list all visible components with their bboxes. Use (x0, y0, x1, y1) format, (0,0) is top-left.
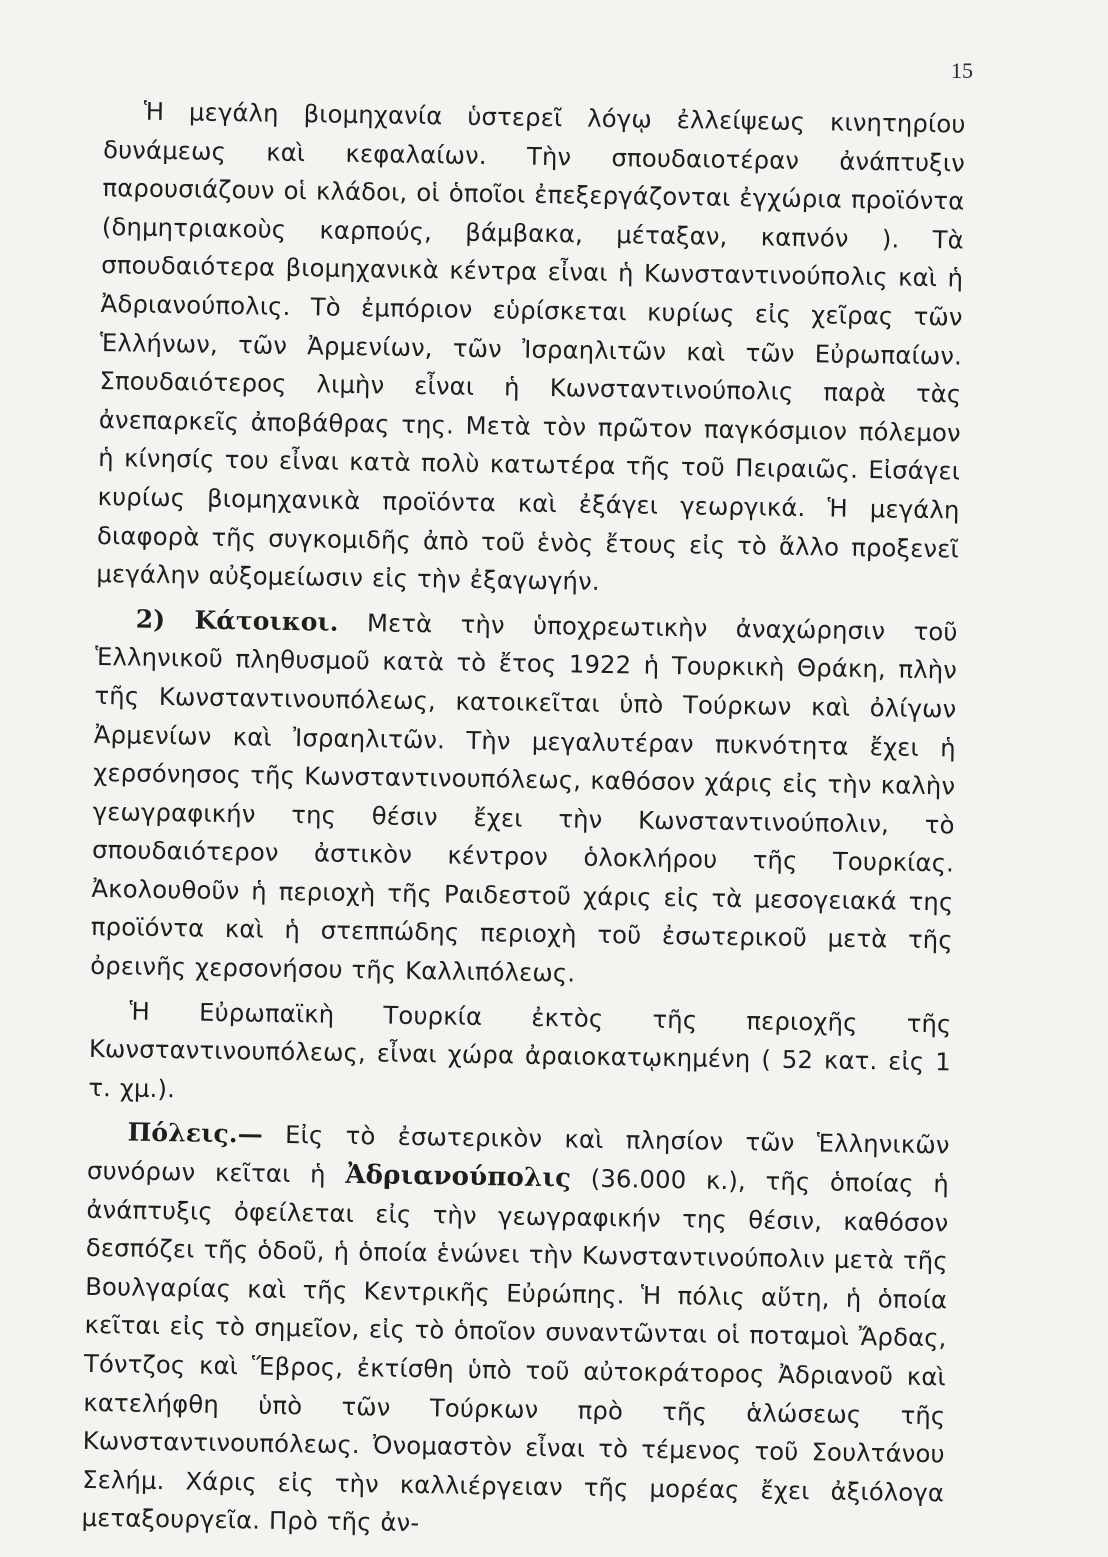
paragraph-inhabitants (90, 600, 958, 999)
section-heading-cities: Πόλεις.— (127, 1117, 264, 1150)
paragraph-cities (81, 1113, 950, 1551)
body-text (81, 92, 966, 1557)
paragraph-cities-text-a: Εἰς τὸ ἐσωτερικὸν καὶ πλησίον τῶν Ἑλληνικῶν συνόρων κεῖται ἡ (86, 1120, 950, 1189)
paragraph-cities-text-b: (36.000 κ.), τῆς ὁποίας ἡ ἀνάπτυξις ὀφείλεται εἰς τὴν γεωγραφικήν της θέσιν, καθόσον δεσπόζει τῆς ὁδοῦ, ἡ ὁποία ἑνώνει τὴν Κωνσταντινούπολιν μετὰ τῆς Βουλγαρίας καὶ τῆς Κεντρικῆς Εὐρώπης. Ἡ πόλις αὕτη, ἡ ὁποία κεῖται εἰς τὸ σημεῖον, εἰς τὸ ὁποῖον συναντῶνται οἱ ποταμοὶ Ἄρδας, Τόντζος καὶ Ἕβρος, ἐκτίσθη ὑπὸ τοῦ αὐτοκράτορος Ἀδριανοῦ καὶ κατελήφθη ὑπὸ τῶν Τούρκων πρὸ τῆς ἁλώσεως τῆς Κωνσταντινουπόλεως. Ὀνομαστὸν εἶναι τὸ τέμενος τοῦ Σουλτάνου Σελήμ. Χάρις εἰς τὴν καλλιέργειαν τῆς μορέας ἔχει ἀξιόλογα μεταξουργεῖα. Πρὸ τῆς ἀν- (81, 1163, 950, 1538)
place-name-adrianople: Ἀδριανούπολις (345, 1159, 572, 1194)
section-heading-inhabitants: 2) Κάτοικοι. (135, 604, 339, 637)
page-number: 15 (951, 58, 973, 83)
paragraph-inhabitants-text: Μετὰ τὴν ὑποχρεωτικὴν ἀναχώρησιν τοῦ Ἑλληνικοῦ πληθυσμοῦ κατὰ τὸ ἔτος 1922 ἡ Τουρκικὴ Θράκη, πλὴν τῆς Κωνσταντινουπόλεως, κατοικεῖται ὑπὸ Τούρκων καὶ ὀλίγων Ἀρμενίων καὶ Ἰσραηλιτῶν. Τὴν μεγαλυτέραν πυκνότητα ἔχει ἡ χερσόνησος τῆς Κωνσταντινουπόλεως, καθόσον χάρις εἰς τὴν καλὴν γεωγραφικήν της θέσιν ἔχει τὴν Κωνσταντινούπολιν, τὸ σπουδαιότερον ἀστικὸν κέντρον ὁλοκλήρου τῆς Τουρκίας. Ἀκολουθοῦν ἡ περιοχὴ τῆς Ραιδεστοῦ χάρις εἰς τὰ μεσογειακά της προϊόντα καὶ ἡ στεππώδης περιοχὴ τοῦ ἐσωτερικοῦ μετὰ τῆς ὀρεινῆς χερσονήσου τῆς Καλλιπόλεως. (90, 607, 958, 988)
paragraph-industry: Ἡ μεγάλη βιομηχανία ὑστερεῖ λόγῳ ἐλλείψεως κινητηρίου δυνάμεως καὶ κεφαλαίων. Τὴν σπουδαιοτέραν ἀνάπτυξιν παρουσιάζουν οἱ κλάδοι, οἱ ὁποῖοι ἐπεξεργάζονται ἐγχώρια προϊόντα (δημητριακοὺς καρπούς, βάμβακα, μέταξαν, καπνόν ). Τὰ σπουδαιότερα βιομηχανικὰ κέντρα εἶναι ἡ Κωνσταντινούπολις καὶ ἡ Ἀδριανούπολις. Τὸ ἐμπόριον εὑρίσκεται κυρίως εἰς χεῖρας τῶν Ἑλλήνων, τῶν Ἀρμενίων, τῶν Ἰσραηλιτῶν καὶ τῶν Εὐρωπαίων. Σπουδαιότερος λιμὴν εἶναι ἡ Κωνσταντινούπολις παρὰ τὰς ἀνεπαρκεῖς ἀποβάθρας της. Μετὰ τὸν πρῶτον παγκόσμιον πόλεμον ἡ κίνησίς του εἶναι κατὰ πολὺ κατωτέρα τῆς τοῦ Πειραιῶς. Εἰσάγει κυρίως βιομηχανικὰ προϊόντα καὶ ἐξάγει γεωργικά. Ἡ μεγάλη διαφορὰ τῆς συγκομιδῆς ἀπὸ τοῦ ἑνὸς ἔτους εἰς τὸ ἄλλο προξενεῖ μεγάλην αὐξομείωσιν εἰς τὴν ἐξαγωγήν. (96, 96, 966, 596)
paragraph-density: Ἡ Εὐρωπαϊκὴ Τουρκία ἐκτὸς τῆς περιοχῆς τῆς Κωνσταντινουπόλεως, εἶναι χώρα ἀραιοκατῳκημένη ( 52 κατ. εἰς 1 τ. χμ.). (88, 996, 952, 1104)
